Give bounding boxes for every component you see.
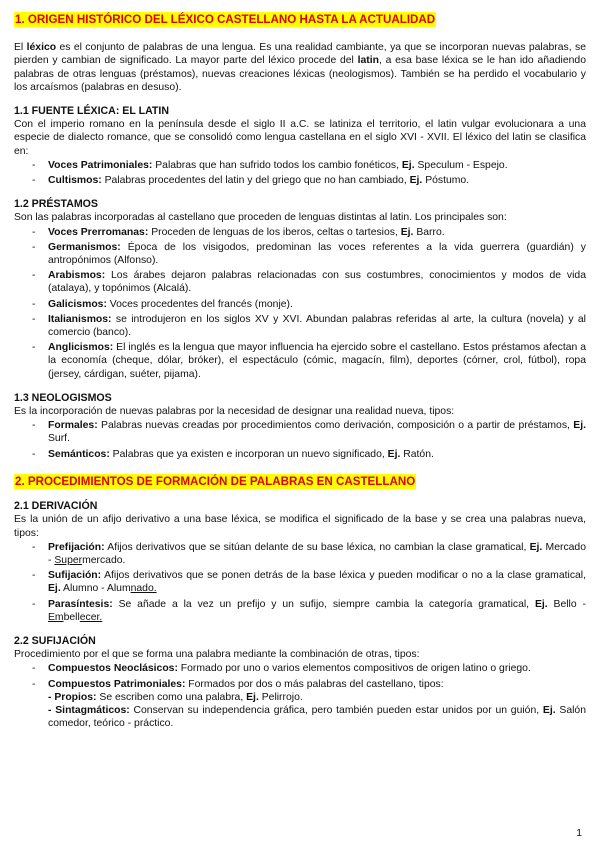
item-example-base: bell (63, 611, 80, 623)
item-ej: Ej. (400, 226, 414, 238)
page-number: 1 (576, 827, 582, 839)
underlined-affix: Super (54, 554, 83, 566)
item-term: Semánticos: (48, 448, 110, 460)
neologismos-list (14, 419, 586, 461)
item-ej: Ej. (409, 175, 423, 187)
item-text: Palabras que ya existen e incorporan un nuevo significado, (109, 448, 388, 460)
item-text: Proceden de lenguas de los iberos, celtas o tartesios, (148, 226, 401, 238)
sub-item-propios (48, 691, 586, 704)
item-example: Bello - (547, 598, 586, 610)
list-item (14, 298, 586, 311)
subsection-2-1-heading: 2.1 DERIVACIÓN (14, 500, 98, 513)
subsection-1-2-heading: 1.2 PRÉSTAMOS (14, 198, 98, 211)
item-term: Prefijación: (48, 541, 105, 553)
item-text: Palabras que han sufrido todos los cambio fonéticos, (152, 159, 402, 171)
sub-dash: - (48, 691, 55, 703)
list-item (14, 678, 586, 731)
item-term: Cultismos: (48, 175, 102, 187)
item-text: Conservan su independencia gráfica, pero también pueden estar unidos por un guión, (129, 704, 543, 716)
intro-text-2: es el conjunto de palabras de una lengua. Es una realidad cambiante, ya que se incorporan nuevas palabras, se pierden y cambian de significado. La mayor parte del léxico procede del (14, 42, 586, 67)
item-example: Ratón. (400, 448, 434, 460)
item-text: se introdujeron en los siglos XV y XVI. Abundan palabras referidas al arte, la cultura (novela) y al comercio (banco). (48, 313, 586, 339)
intro-bold-latin: latin (357, 55, 379, 67)
subsection-2-1-text: Es la unión de un afijo derivativo a una base léxica, se modifica el significado de la base y se crea una palabras nueva, tipos: (14, 514, 586, 539)
item-example: Speculum - Espejo. (414, 159, 508, 171)
item-term: Anglicismos: (48, 342, 114, 354)
list-item (14, 448, 586, 461)
subsection-1-2-text: Son las palabras incorporadas al castellano que proceden de lenguas distintas al latin. Los principales son: (14, 212, 507, 224)
subsection-2-2-text: Procedimiento por el que se forma una palabra mediante la combinación de otras, tipos: (14, 649, 420, 661)
item-term: Voces Patrimoniales: (48, 159, 153, 171)
item-term: Sintagmáticos: (55, 704, 130, 716)
underlined-affix: nado. (130, 583, 157, 595)
item-ej: Ej. (534, 598, 548, 610)
item-ej: Ej. (401, 159, 415, 171)
underlined-prefix: Em (48, 611, 64, 623)
intro-text-1: El (14, 42, 27, 54)
intro-bold-lexico: léxico (26, 42, 57, 54)
subsection-2-2-heading: 2.2 SUFIJACIÓN (14, 634, 96, 647)
item-ej: Ej. (529, 541, 543, 553)
list-item (14, 241, 586, 267)
item-example: Póstumo. (422, 175, 470, 187)
section-1-heading: 1. ORIGEN HISTÓRICO DEL LÉXICO CASTELLANO HASTA LA ACTUALIDAD (15, 13, 436, 26)
item-example-end: mercado. (82, 554, 126, 566)
item-term: Sufijación: (48, 570, 102, 582)
item-text: Época de los visigodos, predominan las voces referentes a la vida guerrera (guardián) y antropónimos (Alfonso). (48, 241, 586, 267)
list-item (14, 541, 586, 567)
item-text: Palabras nuevas creadas por procedimientos como derivación, composición o a partir de préstamos, (97, 420, 574, 432)
list-item (14, 419, 586, 445)
list-item (14, 598, 586, 624)
underlined-suffix: ecer. (79, 611, 103, 623)
item-example: Surf. (48, 433, 70, 445)
list-item (14, 569, 586, 595)
item-text: Los árabes dejaron palabras relacionadas con sus costumbres, conocimientos y modos de vida (atalaya), y topónimos (Alcalá). (48, 270, 586, 295)
item-term: Germanismos: (48, 241, 121, 253)
item-text: Se añade a la vez un prefijo y un sufijo, siempre cambia la categoría gramatical, (112, 598, 535, 610)
list-item (14, 174, 586, 187)
item-term: Compuestos Patrimoniales: (48, 678, 186, 690)
list-item (14, 159, 586, 172)
subsection-1-1-text: Con el imperio romano en la península desde el siglo II a.C. se latiniza el territorio, el latin vulgar evolucionara a una especie de dialecto romance, que se consolidó como lengua castellana en el siglo XVI - XVII. El léxico del latin se clasifica en: (14, 119, 586, 157)
item-ej: Ej. (573, 420, 586, 432)
item-example: Alumno - Alum (60, 583, 131, 595)
item-term: Formales: (48, 420, 98, 432)
subsection-1-1-heading: 1.1 FUENTE LÉXICA: EL LATIN (14, 105, 169, 118)
item-text: El inglés es la lengua que mayor influencia ha ejercido sobre el castellano. Estos préstamos afectan a la economía (cheque, dólar, bróker), el espectáculo (cómic, magacín, film), deportes (córner, crol, fútbol), ropa (jersey, cárdigan, suéter, pijama). (48, 342, 586, 380)
list-item (14, 662, 586, 675)
intro-paragraph (14, 41, 586, 94)
item-example: Pelirrojo. (258, 691, 303, 703)
item-example: Salón comedor, teórico - práctico. (48, 704, 586, 730)
item-example: Barro. (413, 226, 445, 238)
list-item (14, 313, 586, 339)
item-ej: Ej. (246, 691, 259, 703)
item-text: Voces procedentes del francés (monje). (106, 298, 293, 310)
subsection-1-3-heading: 1.3 NEOLOGISMOS (14, 391, 112, 404)
item-text: Afijos derivativos que se ponen detrás de la base léxica y pueden modificar o no a la clase gramatical, (101, 570, 586, 582)
item-example: Mercado - (48, 541, 586, 566)
item-text: Formados por dos o más palabras del castellano, tipos: (185, 678, 444, 690)
item-term: Compuestos Neoclásicos: (48, 663, 178, 675)
item-term: Italianismos: (48, 313, 112, 325)
sufijacion-list (14, 662, 586, 730)
sub-dash: - (48, 704, 56, 716)
intro-text-3: , a esa base léxica se le han ido añadiendo palabras de otras lenguas (préstamos), nuevas creaciones léxicas (neologismos). También se ha perdido el vocabulario y los arcaísmos (palabras en desuso). (14, 55, 586, 93)
sub-item-sintagmaticos (48, 704, 586, 730)
item-ej: Ej. (387, 448, 401, 460)
list-item (14, 269, 586, 295)
item-text: Afijos derivativos que se sitúan delante de su base léxica, no cambian la clase gramatical, (104, 541, 530, 553)
list-item (14, 226, 586, 239)
item-text: Palabras procedentes del latin y del griego que no han cambiado, (101, 175, 410, 187)
item-term: Arabismos: (48, 270, 106, 282)
derivacion-list (14, 541, 586, 624)
item-text: Se escriben como una palabra, (96, 691, 247, 703)
item-text: Formado por uno o varios elementos compositivos de origen latino o griego. (177, 663, 531, 675)
item-term: Propios: (54, 691, 97, 703)
document-page (14, 12, 586, 732)
section-2-heading: 2. PROCEDIMIENTOS DE FORMACIÓN DE PALABRAS EN CASTELLANO (15, 474, 416, 488)
latin-list (14, 159, 586, 187)
item-term: Galicismos: (48, 298, 107, 310)
item-ej: Ej. (48, 583, 61, 595)
subsection-1-3-text: Es la incorporación de nuevas palabras por la necesidad de designar una realidad nueva, tipos: (14, 406, 455, 418)
list-item (14, 341, 586, 381)
item-term: Parasíntesis: (48, 598, 113, 610)
item-term: Voces Prerromanas: (48, 226, 149, 238)
item-ej: Ej. (542, 704, 556, 716)
prestamos-list (14, 226, 586, 381)
